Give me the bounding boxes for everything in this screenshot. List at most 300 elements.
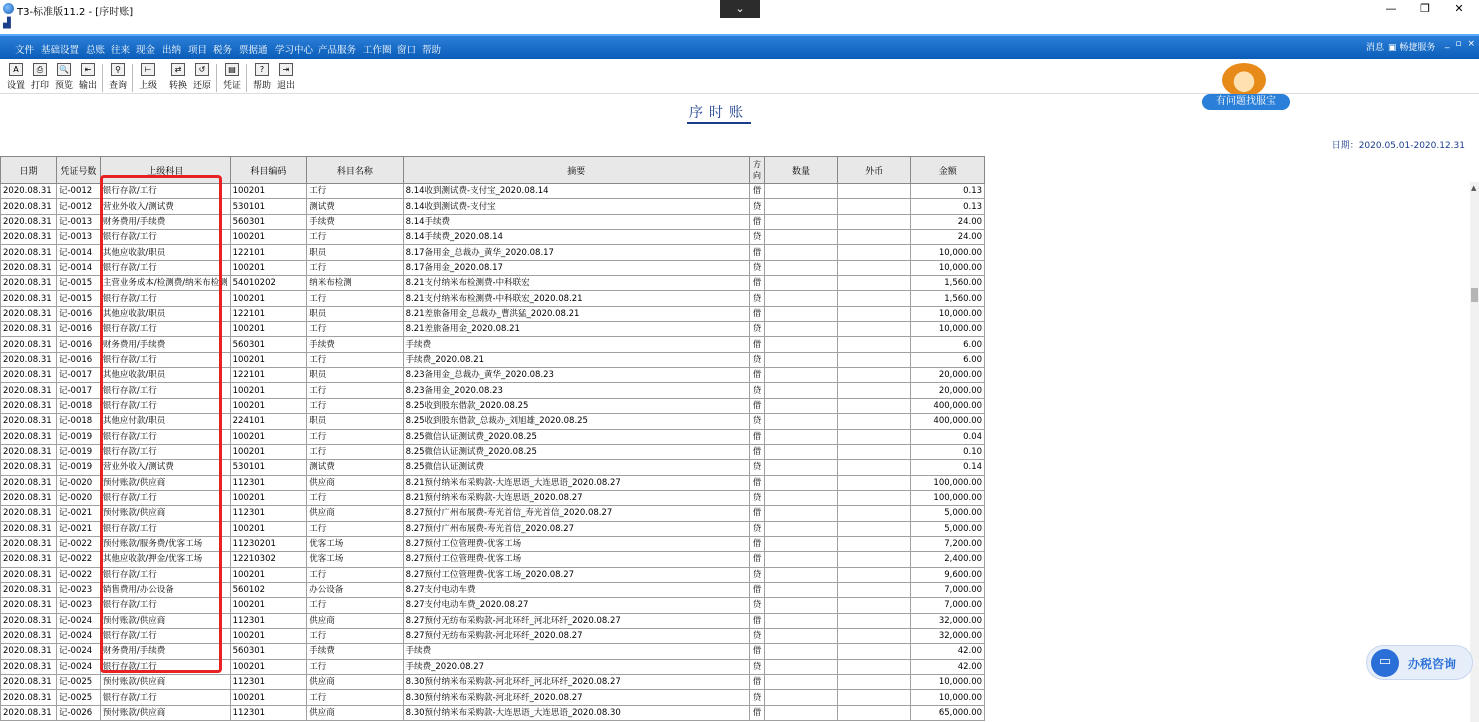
table-cell: 记-0016 [56,337,100,352]
column-header[interactable]: 数量 [764,157,837,184]
table-cell: 预付账款/供应商 [100,705,230,720]
table-cell: 24.00 [911,230,985,245]
table-cell: 2020.08.31 [1,690,57,705]
table-cell [764,337,837,352]
table-row[interactable] [1,628,1470,643]
table-cell: 记-0016 [56,306,100,321]
column-header[interactable]: 日期 [1,157,57,184]
table-row[interactable] [1,690,1470,705]
table-cell [838,644,911,659]
table-cell: 8.27预付广州布展费-寿光首信_寿光首信_2020.08.27 [403,506,749,521]
voucher-icon: ▤ [225,63,239,76]
table-cell: 记-0018 [56,414,100,429]
table-cell: 贷 [750,567,765,582]
table-cell: 记-0024 [56,644,100,659]
menu-item-4[interactable]: 现金 [136,45,156,56]
table-cell: 借 [750,337,765,352]
table-cell: 2020.08.31 [1,245,57,260]
table-cell: 32,000.00 [911,613,985,628]
quick-service-label: 畅捷服务 [1399,43,1436,53]
table-cell: 工行 [307,659,403,674]
restore-icon: ↺ [195,63,209,76]
table-cell [838,552,911,567]
table-row[interactable] [1,659,1470,674]
page-title: 序时账 [687,102,751,124]
chat-bubble-icon: ▭ [1371,649,1399,677]
toolbar-up-level-button[interactable] [136,63,160,93]
table-cell: 7,000.00 [911,598,985,613]
menu-item-11[interactable]: 工作圈 [363,45,392,56]
table-row[interactable] [1,230,1470,245]
column-header[interactable]: 外币 [838,157,911,184]
table-cell: 记-0018 [56,398,100,413]
table-cell [764,429,837,444]
table-cell: 2020.08.31 [1,184,57,199]
column-header[interactable]: 上级科目 [100,157,230,184]
menu-item-7[interactable]: 税务 [213,45,233,56]
table-row[interactable] [1,521,1470,536]
service-assistant[interactable] [1202,94,1290,114]
table-cell: 借 [750,368,765,383]
table-cell: 2020.08.31 [1,536,57,551]
row-filler [985,521,1470,536]
row-filler [985,276,1470,291]
table-cell: 贷 [750,414,765,429]
document-icon: ▟ [3,18,11,29]
table-row[interactable] [1,276,1470,291]
table-cell: 8.30预付纳米布采购款-河北环纤_2020.08.27 [403,690,749,705]
row-filler [985,184,1470,199]
row-filler [985,460,1470,475]
toolbar-query-button[interactable] [106,63,130,93]
table-cell: 贷 [750,383,765,398]
table-cell: 贷 [750,521,765,536]
menu-item-6[interactable]: 项目 [188,45,208,56]
toolbar-preview-button[interactable] [52,63,76,93]
query-icon: ⚲ [111,63,125,76]
table-cell [838,414,911,429]
table-cell: 借 [750,506,765,521]
table-cell [764,475,837,490]
table-cell: 记-0024 [56,613,100,628]
row-filler [985,352,1470,367]
table-cell: 银行存款/工行 [100,444,230,459]
table-cell: 8.27支付电动车费 [403,582,749,597]
row-filler [985,598,1470,613]
table-row[interactable] [1,260,1470,275]
column-header[interactable]: 摘要 [403,157,749,184]
table-cell: 8.30预付纳米布采购款-河北环纤_河北环纤_2020.08.27 [403,675,749,690]
table-cell [838,199,911,214]
chat-icon: ▣ [1388,43,1400,53]
table-cell: 10,000.00 [911,322,985,337]
row-filler [985,536,1470,551]
table-cell [764,705,837,720]
row-filler [985,260,1470,275]
table-cell: 2020.08.31 [1,613,57,628]
table-cell: 贷 [750,490,765,505]
table-cell: 10,000.00 [911,675,985,690]
table-cell: 8.21预付纳米布采购款-大连思语_大连思语_2020.08.27 [403,475,749,490]
table-row[interactable] [1,444,1470,459]
table-cell: 100201 [230,260,307,275]
column-header[interactable]: 凭证号数 [56,157,100,184]
table-row[interactable] [1,567,1470,582]
toolbar-help-button[interactable] [250,63,274,93]
table-row[interactable] [1,490,1470,505]
table-cell [838,628,911,643]
toolbar-label: 转换 [168,81,187,91]
monkey-mascot-icon [1222,63,1266,97]
table-cell [838,184,911,199]
table-cell: 5,000.00 [911,521,985,536]
table-cell: 10,000.00 [911,690,985,705]
table-row[interactable] [1,475,1470,490]
menu-item-3[interactable]: 往来 [111,45,131,56]
table-cell: 2020.08.31 [1,659,57,674]
scroll-thumb[interactable] [1471,288,1478,302]
table-cell: 1,560.00 [911,291,985,306]
table-cell [838,429,911,444]
table-cell [764,690,837,705]
table-row[interactable] [1,414,1470,429]
table-row[interactable] [1,429,1470,444]
table-row[interactable] [1,199,1470,214]
table-cell: 记-0022 [56,567,100,582]
table-cell: 工行 [307,567,403,582]
table-cell: 8.23备用金_总裁办_黄华_2020.08.23 [403,368,749,383]
table-row[interactable] [1,383,1470,398]
menu-item-13[interactable]: 帮助 [422,45,442,56]
table-cell [838,705,911,720]
table-cell: 10,000.00 [911,306,985,321]
table-cell: 借 [750,644,765,659]
table-cell: 112301 [230,613,307,628]
table-row[interactable] [1,184,1470,199]
toolbar-voucher-button[interactable] [220,63,244,93]
table-cell: 预付账款/供应商 [100,475,230,490]
table-row[interactable] [1,675,1470,690]
table-cell [838,291,911,306]
table-cell: 8.25收到股东借款_总裁办_刘旭雄_2020.08.25 [403,414,749,429]
table-cell: 供应商 [307,613,403,628]
table-cell: 8.23备用金_2020.08.23 [403,383,749,398]
table-row[interactable] [1,306,1470,321]
table-row[interactable] [1,245,1470,260]
toolbar-separator [102,64,103,92]
table-cell: 贷 [750,690,765,705]
table-cell: 记-0014 [56,260,100,275]
date-range: 日期：2020.05.01-2020.12.31 [1331,141,1465,151]
table-cell: 2020.08.31 [1,322,57,337]
table-cell [764,521,837,536]
row-filler [985,398,1470,413]
messages-link[interactable]: 消息 [1366,43,1385,53]
column-header[interactable]: 方向 [750,157,765,184]
row-filler [985,214,1470,229]
table-cell: 记-0020 [56,475,100,490]
table-cell: 记-0014 [56,245,100,260]
title-bar [0,0,1479,18]
ledger-table [0,156,1470,722]
menu-bar [0,34,1479,59]
table-cell: 其他应收款/职员 [100,245,230,260]
table-cell: 贷 [750,199,765,214]
toolbar-label: 设置 [6,81,25,91]
table-cell: 记-0016 [56,352,100,367]
table-cell: 65,000.00 [911,705,985,720]
minimize-button[interactable]: — [1385,2,1397,15]
table-cell [838,306,911,321]
table-cell: 112301 [230,475,307,490]
toolbar-settings-button[interactable] [4,63,28,93]
table-cell: 其他应收款/职员 [100,306,230,321]
table-cell: 借 [750,536,765,551]
row-filler [985,291,1470,306]
table-cell [764,567,837,582]
table-cell: 贷 [750,230,765,245]
table-cell: 记-0012 [56,199,100,214]
column-header[interactable]: 金额 [911,157,985,184]
toolbar-print-button[interactable] [28,63,52,93]
table-cell: 2020.08.31 [1,352,57,367]
table-row[interactable] [1,536,1470,551]
tax-consult-button[interactable] [1366,645,1473,680]
mdi-minimize-button[interactable]: _ [1444,39,1450,49]
table-cell: 工行 [307,490,403,505]
table-row[interactable] [1,352,1470,367]
column-header[interactable]: 科目编码 [230,157,307,184]
table-cell [838,567,911,582]
table-cell: 工行 [307,598,403,613]
table-cell: 20,000.00 [911,383,985,398]
menu-item-5[interactable]: 出纳 [162,45,182,56]
table-cell: 贷 [750,352,765,367]
table-cell: 2020.08.31 [1,628,57,643]
table-cell: 银行存款/工行 [100,352,230,367]
vertical-scrollbar[interactable] [1470,182,1479,722]
table-cell: 借 [750,552,765,567]
table-cell: 560301 [230,644,307,659]
export-icon: ⇤ [81,63,95,76]
table-cell: 借 [750,582,765,597]
table-cell: 手续费 [307,214,403,229]
table-cell: 优客工场 [307,552,403,567]
table-cell: 职员 [307,245,403,260]
toolbar-separator [246,64,247,92]
exit-icon: ⇥ [279,63,293,76]
table-cell [764,675,837,690]
table-cell: 8.25微信认证测试费 [403,460,749,475]
table-cell: 借 [750,398,765,413]
table-cell [838,536,911,551]
table-row[interactable] [1,398,1470,413]
menu-item-0[interactable]: 文件 [15,45,35,56]
settings-icon: A [9,63,23,76]
table-cell: 借 [750,184,765,199]
table-cell: 100201 [230,690,307,705]
table-cell [838,352,911,367]
window-title: T3-标准版11.2 - [序时账] [17,7,134,18]
table-cell: 手续费_2020.08.27 [403,659,749,674]
table-cell: 2020.08.31 [1,444,57,459]
table-cell: 纳米布检测 [307,276,403,291]
table-cell: 100,000.00 [911,490,985,505]
mdi-restore-button[interactable]: ▫ [1455,39,1462,49]
table-cell [838,490,911,505]
table-cell: 2020.08.31 [1,230,57,245]
table-row[interactable] [1,368,1470,383]
menu-item-2[interactable]: 总账 [86,45,106,56]
table-cell [764,322,837,337]
table-row[interactable] [1,291,1470,306]
table-cell: 记-0024 [56,628,100,643]
table-cell: 112301 [230,675,307,690]
toolbar-exit-button[interactable] [274,63,298,93]
column-header[interactable]: 科目名称 [307,157,403,184]
row-filler [985,628,1470,643]
table-cell [764,383,837,398]
table-cell: 供应商 [307,475,403,490]
table-cell: 手续费 [307,337,403,352]
table-cell: 8.21支付纳米布检测费-中科联宏 [403,276,749,291]
header-filler [985,157,1470,184]
table-row[interactable] [1,337,1470,352]
table-cell: 借 [750,245,765,260]
toolbar-convert-button[interactable] [166,63,190,93]
table-cell [838,582,911,597]
menu-item-8[interactable]: 票据通 [239,45,268,56]
table-cell [764,199,837,214]
table-cell: 8.25收到股东借款_2020.08.25 [403,398,749,413]
row-filler [985,552,1470,567]
menu-item-9[interactable]: 学习中心 [275,45,314,56]
table-cell: 560102 [230,582,307,597]
table-cell [838,214,911,229]
row-filler [985,306,1470,321]
scroll-up-icon[interactable]: ▲ [1471,184,1477,192]
table-row[interactable] [1,613,1470,628]
table-cell [838,444,911,459]
table-cell [764,506,837,521]
table-cell: 工行 [307,184,403,199]
toolbar-label: 上级 [138,81,157,91]
maximize-button[interactable]: ❐ [1420,2,1430,15]
menu-item-1[interactable]: 基础设置 [41,45,80,56]
table-cell: 530101 [230,460,307,475]
table-row[interactable] [1,214,1470,229]
table-cell: 8.14手续费 [403,214,749,229]
table-cell: 财务费用/手续费 [100,337,230,352]
service-pill[interactable]: 有问题找服宝 [1202,94,1290,110]
table-cell: 记-0025 [56,675,100,690]
row-filler [985,705,1470,720]
table-row[interactable] [1,506,1470,521]
table-cell: 银行存款/工行 [100,291,230,306]
row-filler [985,230,1470,245]
row-filler [985,506,1470,521]
toolbar-restore-button[interactable] [190,63,214,93]
table-cell: 其他应付款/职员 [100,414,230,429]
table-cell: 8.14收到测试费-支付宝_2020.08.14 [403,184,749,199]
table-cell: 12210302 [230,552,307,567]
toolbar-label: 还原 [192,81,211,91]
table-cell: 2020.08.31 [1,199,57,214]
table-cell: 100201 [230,230,307,245]
table-cell: 100201 [230,429,307,444]
table-cell: 8.27预付工位管理费-优客工场_2020.08.27 [403,567,749,582]
table-cell: 优客工场 [307,536,403,551]
table-cell: 银行存款/工行 [100,184,230,199]
row-filler [985,490,1470,505]
table-row[interactable] [1,582,1470,597]
table-cell [764,291,837,306]
table-cell: 银行存款/工行 [100,230,230,245]
table-cell: 借 [750,475,765,490]
table-cell [838,460,911,475]
table-cell: 记-0013 [56,214,100,229]
table-header [1,157,1470,184]
table-row[interactable] [1,460,1470,475]
table-cell: 2020.08.31 [1,414,57,429]
table-cell: 8.27预付工位管理费-优客工场 [403,536,749,551]
menu-item-10[interactable]: 产品服务 [318,45,357,56]
table-row[interactable] [1,552,1470,567]
row-filler [985,322,1470,337]
table-cell: 工行 [307,383,403,398]
table-cell: 记-0021 [56,506,100,521]
table-cell: 财务费用/手续费 [100,214,230,229]
table-cell [764,552,837,567]
table-cell: 8.21预付纳米布采购款-大连思语_2020.08.27 [403,490,749,505]
row-filler [985,337,1470,352]
table-cell: 记-0019 [56,444,100,459]
table-cell: 100201 [230,184,307,199]
menu-item-12[interactable]: 窗口 [397,45,417,56]
table-cell [764,490,837,505]
toolbar-export-button[interactable] [76,63,100,93]
table-cell: 400,000.00 [911,398,985,413]
table-cell: 营业外收入/测试费 [100,460,230,475]
table-cell: 记-0015 [56,291,100,306]
table-cell: 2020.08.31 [1,337,57,352]
table-row[interactable] [1,598,1470,613]
table-cell: 122101 [230,306,307,321]
close-button[interactable]: ✕ [1454,2,1464,15]
table-cell: 112301 [230,506,307,521]
mdi-close-button[interactable]: × [1467,39,1475,49]
table-cell: 记-0017 [56,368,100,383]
table-cell: 1,560.00 [911,276,985,291]
table-cell: 营业外收入/测试费 [100,199,230,214]
table-cell [764,582,837,597]
table-cell: 8.27支付电动车费_2020.08.27 [403,598,749,613]
table-row[interactable] [1,705,1470,720]
chevron-down-icon[interactable]: ⌄ [720,0,760,18]
table-cell: 贷 [750,260,765,275]
tax-consult-label: 办税咨询 [1408,657,1457,671]
table-cell: 2020.08.31 [1,260,57,275]
table-cell: 记-0019 [56,460,100,475]
quick-service-link[interactable] [1388,40,1435,53]
table-cell: 2020.08.31 [1,644,57,659]
table-cell: 借 [750,675,765,690]
table-row[interactable] [1,322,1470,337]
table-row[interactable] [1,644,1470,659]
table-cell: 工行 [307,521,403,536]
table-cell: 供应商 [307,675,403,690]
table-cell: 销售费用/办公设备 [100,582,230,597]
